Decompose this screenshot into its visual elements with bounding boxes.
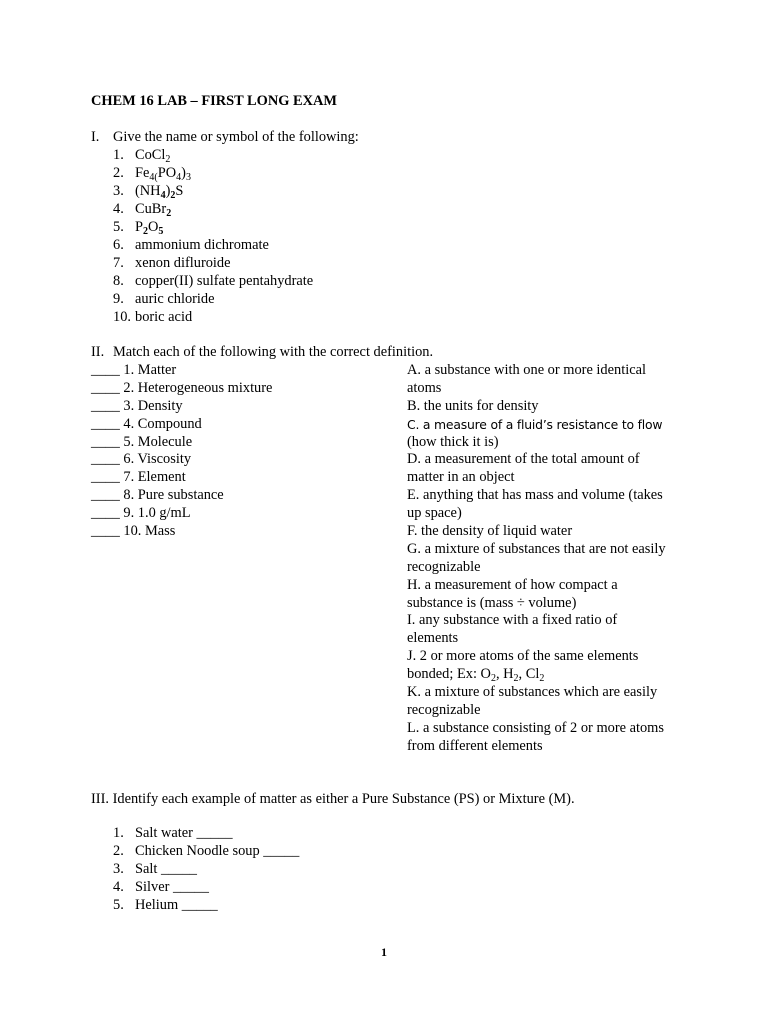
- definition-line: I. any substance with a fixed ratio of: [407, 612, 618, 629]
- section-3-list: [113, 825, 299, 915]
- definition-line: substance is (mass ÷ volume): [407, 594, 577, 611]
- definition-line: J. 2 or more atoms of the same elements: [407, 648, 639, 665]
- list-item: 1. CoCl$_2$: [113, 147, 171, 165]
- definition-line-with-formulas: bonded; Ex: $O_2$, $H_2$, $Cl_2$: [407, 666, 545, 685]
- definition-line: recognizable: [407, 558, 481, 575]
- term-item: ____ 9. 1.0 g/mL: [91, 505, 191, 522]
- definition-line: K. a mixture of substances which are easily: [407, 684, 658, 701]
- list-item: 3. Salt _____: [113, 861, 197, 877]
- terms-column: [91, 362, 272, 541]
- definition-line: B. the units for density: [407, 397, 539, 414]
- term-item: ____ 7. Element: [91, 469, 186, 486]
- list-item: 1. Salt water _____: [113, 825, 233, 841]
- definition-line: up space): [407, 505, 462, 522]
- definition-line: matter in an object: [407, 469, 515, 486]
- definition-line: elements: [407, 630, 459, 647]
- definition-line: atoms: [407, 379, 442, 396]
- list-item: 4. Silver _____: [113, 879, 209, 895]
- definition-line: recognizable: [407, 701, 481, 718]
- exam-title: CHEM 16 LAB – FIRST LONG EXAM: [91, 93, 337, 109]
- section-3-numeral: III.: [91, 791, 109, 807]
- term-item: ____ 10. Mass: [91, 523, 176, 540]
- term-item: ____ 5. Molecule: [91, 433, 193, 450]
- list-item: 10. boric acid: [113, 309, 193, 325]
- definition-line: D. a measurement of the total amount of: [407, 451, 640, 468]
- term-item: ____ 8. Pure substance: [91, 487, 224, 504]
- page-number: 1: [381, 945, 387, 959]
- section-3-instruction: Identify each example of matter as either a Pure Substance (PS) or Mixture (M).: [112, 791, 575, 807]
- list-item: 7. xenon difluroide: [113, 255, 231, 271]
- list-item: 3. $(NH_4)_2S$: [113, 183, 184, 201]
- section-2-instruction: Match each of the following with the correct definition.: [113, 344, 434, 360]
- term-item: ____ 2. Heterogeneous mixture: [91, 379, 273, 396]
- section-1-heading: [91, 129, 359, 147]
- term-item: ____ 4. Compound: [91, 415, 202, 432]
- definition-line: A. a substance with one or more identical: [407, 362, 646, 378]
- list-item: 2. $Fe_{4(}PO_4)_3$: [113, 165, 191, 183]
- section-1-instruction: Give the name or symbol of the following:: [113, 129, 359, 145]
- list-item: 4. CuBr$_2$: [113, 201, 172, 219]
- list-item: 5. $P_2O_5$: [113, 219, 164, 237]
- list-item: 2. Chicken Noodle soup _____: [113, 843, 300, 859]
- term-item: ____ 3. Density: [91, 397, 183, 414]
- definition-line: L. a substance consisting of 2 or more atoms: [407, 719, 664, 736]
- list-item: 5. Helium _____: [113, 897, 218, 913]
- definition-line: E. anything that has mass and volume (takes: [407, 487, 663, 504]
- term-item: ____ 1. Matter: [91, 362, 177, 378]
- definition-line: F. the density of liquid water: [407, 523, 573, 540]
- definition-line: (how thick it is): [407, 433, 499, 450]
- list-item: 8. copper(II) sulfate pentahydrate: [113, 273, 314, 289]
- section-1-numeral: I.: [91, 129, 100, 145]
- section-3-heading: [91, 791, 575, 809]
- definition-line: from different elements: [407, 737, 543, 754]
- definitions-column: [407, 362, 692, 756]
- term-item: ____ 6. Viscosity: [91, 451, 192, 468]
- section-1-list: [113, 147, 313, 327]
- section-2-numeral: II.: [91, 344, 105, 360]
- list-item: 9. auric chloride: [113, 291, 215, 307]
- section-2-heading: [91, 344, 433, 362]
- definition-line: G. a mixture of substances that are not easily: [407, 540, 666, 557]
- definition-line: C. a measure of a fluid’s resistance to flow: [407, 416, 663, 432]
- list-item: 6. ammonium dichromate: [113, 237, 269, 253]
- definition-line: H. a measurement of how compact a: [407, 576, 618, 593]
